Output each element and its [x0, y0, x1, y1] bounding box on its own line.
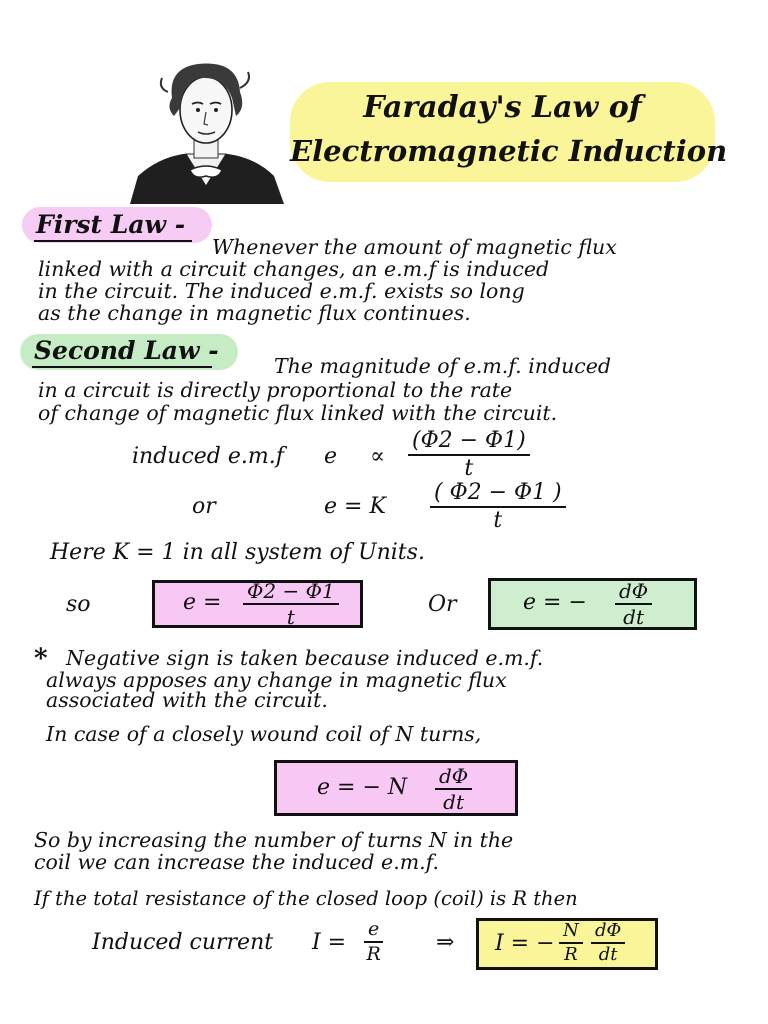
first-law-line-3: in the circuit. The induced e.m.f. exists so long	[38, 279, 525, 303]
current-box-lhs: I = −	[495, 931, 555, 956]
first-law-line-2: linked with a circuit changes, an e.m.f is induced	[38, 257, 550, 281]
box1-denominator: t	[286, 605, 295, 629]
box1-lhs: e =	[183, 590, 222, 615]
prop-lhs: e	[324, 444, 338, 469]
title-banner	[290, 82, 728, 182]
box-emf-flux-change	[152, 580, 363, 628]
first-law-underline	[34, 240, 192, 242]
current-fraction	[364, 920, 383, 964]
first-law-line-4: as the change in magnetic flux continues.	[38, 301, 471, 325]
or-text-1: or	[192, 494, 216, 519]
note-star-icon: *	[34, 644, 48, 674]
k-note: Here K = 1 in all system of Units.	[50, 540, 425, 565]
const-eq-lhs: e = K	[324, 494, 386, 519]
box1-fraction	[243, 581, 339, 627]
second-law-label: Second Law -	[34, 336, 219, 365]
current-box-frac2-den: dt	[598, 944, 618, 965]
box1-numerator: Φ2 − Φ1	[243, 581, 339, 605]
implies-arrow-icon: ⇒	[436, 930, 455, 955]
prop-symbol: ∝	[370, 444, 385, 469]
coil-line-2: coil we can increase the induced e.m.f.	[34, 850, 440, 874]
second-law-underline	[32, 366, 212, 368]
box2-lhs: e = −	[523, 590, 587, 615]
second-law-line-3: of change of magnetic flux linked with the circuit.	[38, 401, 558, 425]
title-line1: Faraday's Law of	[363, 90, 642, 125]
current-label: Induced current	[92, 930, 274, 955]
box2-numerator: dΦ	[615, 581, 652, 605]
prop-numerator: (Φ2 − Φ1)	[408, 430, 530, 456]
negative-note-line-2: always apposes any change in magnetic flux	[46, 668, 507, 692]
box-emf-derivative	[488, 578, 697, 630]
resistance-line: If the total resistance of the closed loop (coil) is R then	[34, 887, 578, 910]
title-line2: Electromagnetic Induction	[290, 134, 728, 168]
current-box-fraction-2	[591, 922, 625, 964]
current-box-frac1-den: R	[564, 944, 578, 965]
box2-denominator: dt	[623, 605, 645, 629]
second-law-line-1: The magnitude of e.m.f. induced	[274, 354, 612, 378]
current-box-frac1-num: N	[559, 922, 583, 944]
prop-denominator: t	[464, 456, 474, 481]
prop-label: induced e.m.f	[132, 444, 284, 469]
current-box-frac2-num: dΦ	[591, 922, 625, 944]
first-law-label: First Law -	[36, 210, 186, 239]
coil-box-lhs: e = − N	[317, 775, 408, 800]
second-law-line-2: in a circuit is directly proportional to the rate	[38, 378, 513, 402]
prop-fraction	[408, 430, 530, 480]
box-coil-emf	[274, 760, 518, 816]
negative-note-line-3: associated with the circuit.	[46, 688, 328, 712]
negative-note-line-1: Negative sign is taken because induced e.m.f.	[66, 646, 544, 670]
first-law-line-1: Whenever the amount of magnetic flux	[212, 235, 617, 259]
coil-line-1: So by increasing the number of turns N in the	[34, 828, 514, 852]
current-box-fraction-1	[559, 922, 583, 964]
const-eq-fraction	[430, 482, 566, 532]
box2-fraction	[615, 581, 652, 627]
or-text-2: Or	[428, 592, 457, 617]
so-text: so	[66, 592, 91, 617]
coil-intro: In case of a closely wound coil of N turns,	[46, 722, 482, 746]
const-eq-denominator: t	[493, 508, 503, 533]
faraday-portrait-image	[128, 58, 284, 204]
coil-box-fraction	[435, 766, 472, 812]
const-eq-numerator: ( Φ2 − Φ1 )	[430, 482, 566, 508]
coil-box-numerator: dΦ	[435, 766, 472, 790]
current-lhs: I =	[312, 930, 347, 955]
coil-box-denominator: dt	[443, 790, 465, 814]
current-numerator: e	[364, 920, 383, 943]
box-induced-current	[476, 918, 658, 970]
current-denominator: R	[366, 943, 381, 965]
